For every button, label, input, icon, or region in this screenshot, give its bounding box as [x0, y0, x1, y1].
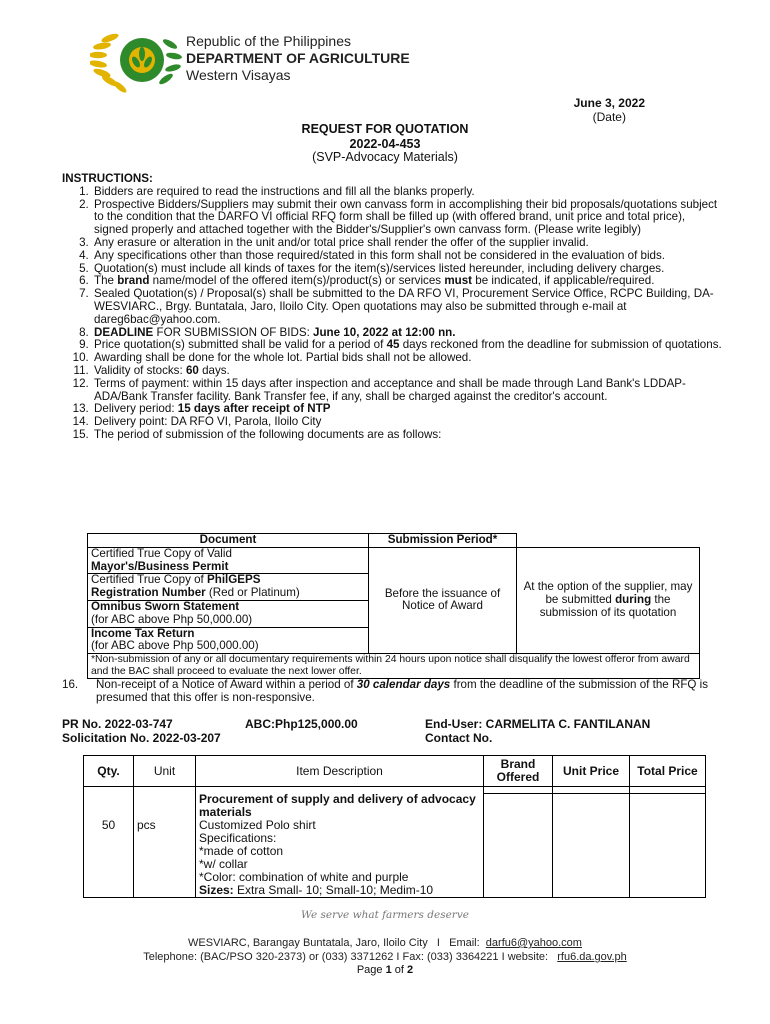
doc-philgeps: Certified True Copy of PhilGEPS Registration Number (Red or Platinum)	[88, 574, 369, 601]
instruction-item: 8. DEADLINE FOR SUBMISSION OF BIDS: June 10, 2022 at 12:00 nn.	[92, 327, 722, 340]
item-total-price	[630, 793, 706, 898]
col-unit: Unit	[134, 756, 196, 787]
instruction-item: 1. Bidders are required to read the instructions and fill all the blanks properly.	[92, 186, 722, 199]
abc-amount: ABC:Php125,000.00	[245, 717, 358, 731]
instruction-item: 2. Prospective Bidders/Suppliers may submit their own canvass form in accomplishing their bid proposals/quotations subject to the condition that the DARFO VI official RFQ form shall be filled up (with offered brand, unit price and total price), signed properly and attached together with the Bidder's/Supplier's own canvass form. (Please write legibly)	[92, 199, 722, 237]
documents-table	[87, 533, 700, 679]
doc-omnibus: Omnibus Sworn Statement (for ABC above Php 50,000.00)	[88, 600, 369, 627]
instruction-item: 3. Any erasure or alteration in the unit and/or total price shall render the offer of the supplier invalid.	[92, 237, 722, 250]
instruction-item: 9. Price quotation(s) submitted shall be valid for a period of 45 days reckoned from the deadline for submission of quotations.	[92, 339, 722, 352]
header-department: DEPARTMENT OF AGRICULTURE	[186, 50, 410, 66]
header-republic: Republic of the Philippines	[186, 33, 351, 49]
instruction-item: 12. Terms of payment: within 15 days after inspection and acceptance and shall be made through Land Bank's LDDAP-ADA/Bank Transfer facility. Bank Transfer fee, if any, shall be charged against the creditor's account.	[92, 378, 722, 404]
item-unit-price	[553, 793, 630, 898]
instructions	[62, 173, 722, 442]
col-unit-price: Unit Price	[553, 756, 630, 787]
da-logo	[90, 24, 182, 94]
footer-address-line: WESVIARC, Barangay Buntatala, Jaro, Iloilo City I Email: darfu6@yahoo.com	[188, 937, 582, 949]
page-number: Page 1 of 2	[356, 964, 414, 976]
end-user: End-User: CARMELITA C. FANTILANAN	[425, 717, 651, 731]
solicitation-number: Solicitation No. 2022-03-207	[62, 731, 221, 745]
instruction-item: 5. Quotation(s) must include all kinds of taxes for the item(s)/services listed hereunder, including delivery charges.	[92, 263, 722, 276]
item-unit: pcs	[134, 793, 196, 898]
item-brand	[484, 793, 553, 898]
col-description: Item Description	[196, 756, 484, 787]
col-total-price: Total Price	[630, 756, 706, 787]
contact-number: Contact No.	[425, 731, 493, 745]
date-value: June 3, 2022	[573, 96, 645, 110]
doc-note: *Non-submission of any or all documentary requirements within 24 hours upon notice shall disqualify the lowest offeror from award and the BAC shall proceed to evaluate the next lower offer.	[88, 654, 700, 679]
period-col-header: Submission Period*	[369, 534, 517, 548]
instruction-item-16: 16. Non-receipt of a Notice of Award within a period of 30 calendar days from the deadline of the submission of the RFQ is presumed that this offer is non-responsive.	[62, 678, 709, 704]
item-description: Procurement of supply and delivery of advocacy materials Customized Polo shirt Specifications: *made of cotton *w/ collar *Color: combination of white and purple Sizes: Extra Small- 10; Small-10; Medim-10	[196, 793, 484, 898]
footer-motto: We serve what farmers deserve	[301, 909, 469, 921]
col-qty: Qty.	[84, 756, 134, 787]
instruction-item: 11. Validity of stocks: 60 days.	[92, 365, 722, 378]
header-region: Western Visayas	[186, 67, 291, 83]
da-logo-icon	[90, 24, 182, 94]
date-block	[574, 96, 645, 124]
item-qty: 50	[84, 793, 134, 898]
item16-number: 16.	[62, 678, 79, 691]
rfq-number: 2022-04-453	[349, 137, 421, 151]
instructions-heading: INSTRUCTIONS:	[62, 172, 153, 185]
doc-income-tax: Income Tax Return (for ABC above Php 500,000.00)	[88, 627, 369, 654]
footer-phone-line: Telephone: (BAC/PSO 320-2373) or (033) 3371262 I Fax: (033) 3364221 I website: rfu6.da.gov.ph	[143, 951, 627, 963]
footer-email-link[interactable]: darfu6@yahoo.com	[485, 937, 582, 949]
period-supplier-option: At the option of the supplier, may be submitted during the submission of its quotation	[517, 547, 700, 653]
pr-number: PR No. 2022-03-747	[62, 717, 173, 731]
rfq-subtitle: (SVP-Advocacy Materials)	[312, 150, 458, 164]
instruction-item: 7. Sealed Quotation(s) / Proposal(s) shall be submitted to the DA RFO VI, Procurement Service Office, RCPC Building, DA-WESVIARC., Brgy. Buntatala, Jaro, Iloilo City. Open quotations may also be submitted through e-mail at dareg6bac@yahoo.com.	[92, 288, 722, 326]
period-before-award: Before the issuance of Notice of Award	[369, 547, 517, 653]
instruction-item: 15. The period of submission of the following documents are as follows:	[92, 429, 722, 442]
items-table	[83, 755, 706, 898]
doc-col-header: Document	[88, 534, 369, 548]
instruction-item: 4. Any specifications other than those required/stated in this form shall not be considered in the evaluation of bids.	[92, 250, 722, 263]
footer-website-link[interactable]: rfu6.da.gov.ph	[557, 951, 627, 963]
rfq-title: REQUEST FOR QUOTATION	[301, 122, 469, 136]
instruction-item: 10. Awarding shall be done for the whole lot. Partial bids shall not be allowed.	[92, 352, 722, 365]
instruction-item: 14. Delivery point: DA RFO VI, Parola, Iloilo City	[92, 416, 722, 429]
col-brand: Brand Offered	[484, 756, 553, 787]
table-row	[84, 793, 706, 898]
instructions-list	[62, 186, 722, 442]
doc-mayors-permit: Certified True Copy of Valid Mayor's/Business Permit	[88, 547, 369, 574]
instruction-item: 6. The brand name/model of the offered item(s)/product(s) or services must be indicated, if applicable/required.	[92, 275, 722, 288]
date-label: (Date)	[592, 110, 626, 124]
instruction-item: 13. Delivery period: 15 days after receipt of NTP	[92, 403, 722, 416]
